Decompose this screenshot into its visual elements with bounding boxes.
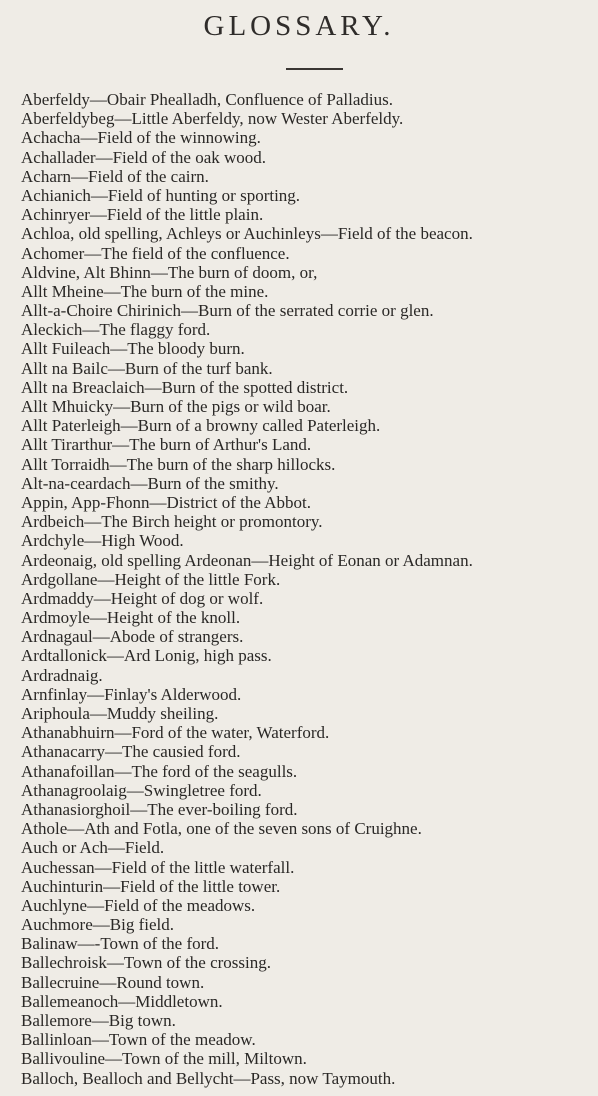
glossary-entry: Ardradnaig. bbox=[21, 665, 103, 685]
glossary-entry: Ariphoula—Muddy sheiling. bbox=[21, 704, 219, 723]
glossary-entry: Athanabhuirn—Ford of the water, Waterford. bbox=[21, 723, 330, 743]
glossary-entry: Ardchyle—High Wood. bbox=[21, 531, 184, 551]
glossary-entry: Achallader—Field of the oak wood. bbox=[21, 147, 267, 167]
glossary-entry: Athanafoillan—The ford of the seagulls. bbox=[21, 761, 298, 781]
glossary-entry: Allt na Bailc—Burn of the turf bank. bbox=[21, 358, 273, 378]
glossary-entry: Auchmore—Big field. bbox=[21, 915, 174, 935]
glossary-entry: Athanagroolaig—Swingletree ford. bbox=[21, 780, 262, 800]
glossary-entry: Athanasiorghoil—The ever-boiling ford. bbox=[21, 799, 298, 819]
glossary-entry: Athole—Ath and Fotla, one of the seven sons of Cruighne. bbox=[21, 819, 422, 839]
glossary-entry: Achloa, old spelling, Achleys or Auchinleys—Field of the beacon. bbox=[21, 224, 473, 244]
glossary-entry: Allt Fuileach—The bloody burn. bbox=[21, 339, 245, 359]
glossary-entry: Appin, App-Fhonn—District of the Abbot. bbox=[21, 492, 311, 512]
glossary-entry: Balloch, Bealloch and Bellycht—Pass, now Taymouth. bbox=[21, 1068, 396, 1088]
glossary-entry: Ardgollane—Height of the little Fork. bbox=[21, 569, 281, 589]
title-divider bbox=[286, 68, 343, 70]
glossary-entry: Ardtallonick—Ard Lonig, high pass. bbox=[21, 646, 272, 666]
glossary-entry: Allt na Breaclaich—Burn of the spotted district. bbox=[21, 377, 349, 397]
glossary-entry: Ardmoyle—Height of the knoll. bbox=[21, 608, 241, 628]
page-title: GLOSSARY. bbox=[203, 10, 395, 42]
glossary-entry: Allt Paterleigh—Burn of a browny called Paterleigh. bbox=[21, 416, 381, 436]
glossary-entry: Achomer—The field of the confluence. bbox=[21, 243, 290, 263]
glossary-entry: Ardmaddy—Height of dog or wolf. bbox=[21, 588, 264, 608]
glossary-entry: Auchlyne—Field of the meadows. bbox=[21, 895, 256, 915]
glossary-entry: Allt Torraidh—The burn of the sharp hillocks. bbox=[21, 454, 336, 474]
glossary-entry: Aleckich—The flaggy ford. bbox=[21, 320, 211, 340]
glossary-list bbox=[21, 90, 591, 1088]
glossary-entry: Ballecruine—Round town. bbox=[21, 972, 205, 992]
glossary-entry: Ardeonaig, old spelling Ardeonan—Height of Eonan or Adamnan. bbox=[21, 550, 473, 570]
glossary-entry: Ballinloan—Town of the meadow. bbox=[21, 1030, 256, 1050]
glossary-entry: Aberfeldy—Obair Phealladh, Confluence of Palladius. bbox=[21, 90, 394, 109]
glossary-entry: Ballechroisk—Town of the crossing. bbox=[21, 953, 271, 973]
glossary-entry: Allt Tirarthur—The burn of Arthur's Land. bbox=[21, 435, 312, 455]
glossary-entry: Alt-na-ceardach—Burn of the smithy. bbox=[21, 473, 279, 493]
glossary-entry: Allt Mhuicky—Burn of the pigs or wild boar. bbox=[21, 397, 331, 416]
glossary-entry: Ballivouline—Town of the mill, Miltown. bbox=[21, 1049, 307, 1069]
glossary-entry: Arnfinlay—Finlay's Alderwood. bbox=[21, 684, 242, 704]
glossary-entry: Achianich—Field of hunting or sporting. bbox=[21, 185, 301, 205]
glossary-entry: Allt-a-Choire Chirinich—Burn of the serrated corrie or glen. bbox=[21, 301, 434, 321]
glossary-entry: Allt Mheine—The burn of the mine. bbox=[21, 281, 269, 301]
glossary-entry: Auchessan—Field of the little waterfall. bbox=[21, 857, 295, 877]
glossary-entry: Acharn—Field of the cairn. bbox=[21, 166, 209, 186]
glossary-entry: Ballemore—Big town. bbox=[21, 1011, 176, 1030]
glossary-entry: Aldvine, Alt Bhinn—The burn of doom, or, bbox=[21, 262, 318, 282]
glossary-entry: Aberfeldybeg—Little Aberfeldy, now Wester Aberfeldy. bbox=[21, 109, 404, 129]
glossary-entry: Achinryer—Field of the little plain. bbox=[21, 205, 264, 225]
glossary-entry: Ballemeanoch—Middletown. bbox=[21, 991, 223, 1011]
glossary-entry: Auchinturin—Field of the little tower. bbox=[21, 876, 281, 896]
glossary-entry: Ardbeich—The Birch height or promontory. bbox=[21, 512, 323, 532]
glossary-entry: Athanacarry—The causied ford. bbox=[21, 742, 241, 762]
glossary-entry: Auch or Ach—Field. bbox=[21, 838, 165, 858]
glossary-entry: Achacha—Field of the winnowing. bbox=[21, 128, 261, 148]
glossary-entry: Balinaw—-Town of the ford. bbox=[21, 934, 220, 954]
glossary-entry: Ardnagaul—Abode of strangers. bbox=[21, 627, 244, 647]
